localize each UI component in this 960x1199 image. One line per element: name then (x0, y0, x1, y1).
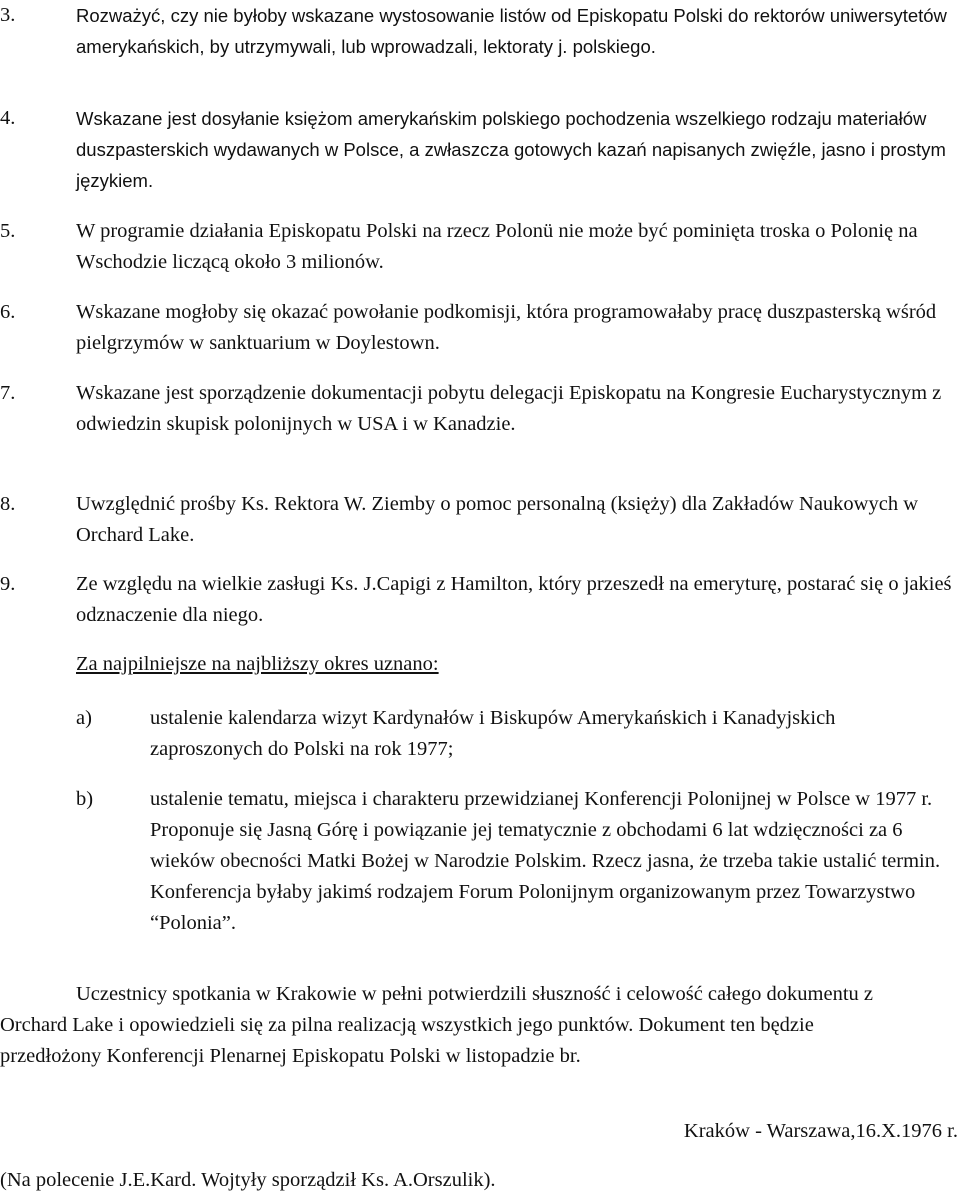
item-text: Wskazane jest sporządzenie dokumentacji pobytu delegacji Episkopatu na Kongresie Eucharystycznym z odwiedzin skupisk polonijnych w USA i w Kanadzie. (76, 382, 942, 435)
priority-heading-text: Za najpilniejsze na najbliższy okres uznano: (76, 653, 439, 675)
item-number: 5. (0, 220, 16, 242)
item-text: W programie działania Episkopatu Polski na rzecz Polonü nie może być pominięta troska o Polonię na Wschodzie liczącą około 3 milionów. (76, 220, 918, 273)
item-number: 6. (0, 301, 16, 323)
item-text: Ze względu na wielkie zasługi Ks. J.Capigi z Hamilton, który przeszedł na emeryturę, postarać się o jakieś odznaczenie dla niego. (76, 573, 952, 626)
item-number: 7. (0, 382, 16, 404)
item-number: 8. (0, 493, 16, 515)
item-number: 9. (0, 573, 16, 595)
item-label: b) (76, 788, 94, 810)
place-date: Kraków - Warszawa,16.X.1976 r. (683, 1120, 958, 1142)
priority-heading (76, 649, 439, 680)
item-text: Rozważyć, czy nie byłoby wskazane wystosowanie listów od Episkopatu Polski do rektorów uniwersytetów amerykańskich, by utrzymywali, lub wprowadzali, lektoraty j. polskiego. (76, 5, 947, 57)
item-text: Uwzględnić prośby Ks. Rektora W. Ziemby o pomoc personalną (księży) dla Zakładów Naukowych w Orchard Lake. (76, 493, 919, 546)
item-text: Wskazane jest dosyłanie księżom amerykańskim polskiego pochodzenia wszelkiego rodzaju materiałów duszpasterskich wydawanych w Polsce, a zwłaszcza gotowych kazań napisanych zwięźle, jasno i prostym językiem. (76, 108, 946, 191)
closing-paragraph: Uczestnicy spotkania w Krakowie w pełni potwierdzili słuszność i celowość całego dokumentu z Orchard Lake i opowiedzieli się za pilna realizacją wszystkich jego punktów. Dokument ten będzie przedłożony Konferencji Plenarnej Episkopatu Polski w listopadzie br. (0, 983, 873, 1067)
signature-note: (Na polecenie J.E.Kard. Wojtyły sporządził Ks. A.Orszulik). (0, 1169, 496, 1191)
item-text: Wskazane mogłoby się okazać powołanie podkomisji, która programowałaby pracę duszpasterską wśród pielgrzymów w sanktuarium w Doylestown. (76, 301, 937, 354)
item-number: 4. (0, 107, 16, 129)
item-text: ustalenie kalendarza wizyt Kardynałów i Biskupów Amerykańskich i Kanadyjskich zaproszonych do Polski na rok 1977; (150, 707, 836, 760)
item-label: a) (76, 707, 92, 729)
item-text: ustalenie tematu, miejsca i charakteru przewidzianej Konferencji Polonijnej w Polsce w 1977 r. Proponuje się Jasną Górę i powiązanie jej tematycznie z obchodami 6 lat wdzięczności za 6 wieków obecności Matki Bożej w Narodzie Polskim. Rzecz jasna, że trzeba takie ustalić termin. Konferencja byłaby jakimś rodzajem Forum Polonijnym organizowanym przez Towarzystwo “Polonia”. (150, 788, 941, 934)
item-number: 3. (0, 4, 16, 26)
